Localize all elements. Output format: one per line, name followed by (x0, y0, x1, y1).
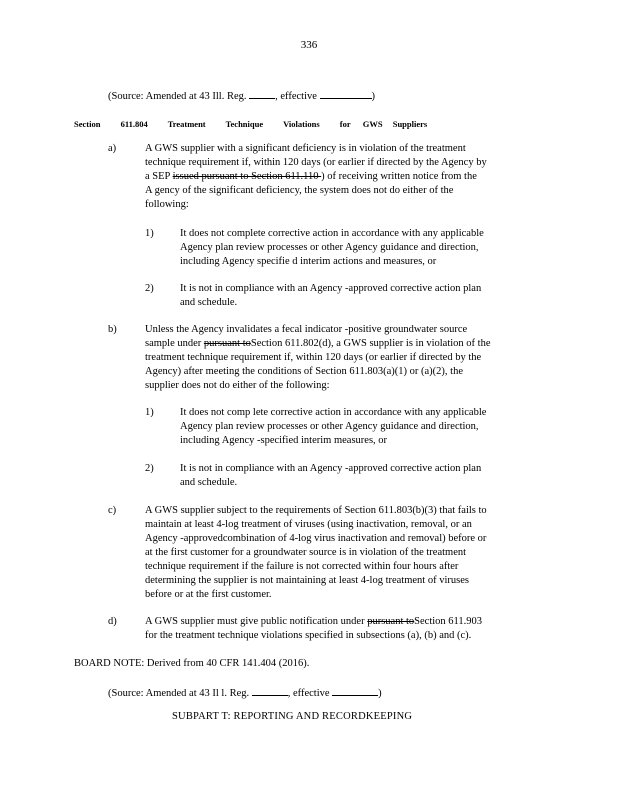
text-line: It does not complete corrective action in accordance with any applicable (180, 228, 484, 239)
text-segment: Section 611.802(d), a GWS supplier is in violation of the (250, 338, 491, 349)
subsection-label: d) (108, 616, 117, 627)
item-label: 1) (145, 228, 154, 239)
board-note: BOARD NOTE: Derived from 40 CFR 141.404 (2016). (74, 658, 310, 669)
text-line: following: (145, 199, 189, 210)
section-word: Section (74, 119, 101, 129)
text-line (145, 337, 490, 351)
blank-line (249, 88, 275, 99)
text-line: It is not in compliance with an Agency -approved corrective action plan (180, 283, 482, 294)
subsection-b-text (145, 323, 490, 393)
struck-text: pursuant to (203, 338, 251, 349)
text-line: including Agency -specified interim measures, or (180, 435, 388, 446)
text-line: at the first customer for a groundwater source is in violation of the treatment (145, 547, 467, 558)
heading-word: Violations (283, 119, 320, 129)
text-line: including Agency specifie d interim actions and measures, or (180, 256, 437, 267)
item-b2-text (180, 462, 481, 490)
text-line: determining the supplier is not maintaining at least 4-log treatment of viruses (145, 575, 469, 586)
text-line: A GWS supplier subject to the requirements of Section 611.803(b)(3) that fails to (145, 505, 487, 516)
text-line: It does not comp lete corrective action in accordance with any applicable (180, 407, 487, 418)
heading-word: Treatment (167, 119, 206, 129)
item-a2-text (180, 282, 481, 310)
item-a1-text (180, 227, 484, 269)
text-segment: Section 611.903 (414, 616, 483, 627)
source-suffix: ) (378, 688, 382, 699)
text-line: It is not in compliance with an Agency -approved corrective action plan (180, 463, 482, 474)
struck-text: issued pursuant to Section 611.110 (172, 171, 322, 182)
heading-word: Technique (225, 119, 264, 129)
text-line (145, 615, 482, 629)
struck-text: pursuant to (367, 616, 415, 627)
text-line: A GWS supplier with a significant deficiency is in violation of the treatment (145, 143, 466, 154)
subsection-d-text (145, 615, 482, 643)
text-line: technique requirement if the failure is not corrected within four hours after (145, 561, 459, 572)
section-heading (74, 117, 445, 131)
text-segment: A GWS supplier must give public notification under (145, 616, 368, 627)
text-line: technique requirement if, within 120 days (or earlier if directed by the Agency by (145, 157, 487, 168)
subsection-label: a) (108, 143, 117, 154)
page-number: 336 (300, 39, 318, 51)
subsection-c-text (145, 504, 487, 602)
source-note-top (108, 88, 375, 104)
blank-line (252, 685, 288, 696)
text-line: Agency plan review processes or other Agency guidance and direction, (180, 421, 479, 432)
text-line: before or at the first customer. (145, 589, 272, 600)
source-note-bottom (108, 685, 382, 701)
section-number: 611.804 (120, 119, 148, 129)
heading-word: GWS (362, 119, 383, 129)
text-line: for the treatment technique violations specified in subsections (a), (b) and (c). (145, 630, 472, 641)
text-line: Agency -approvedcombination of 4-log virus inactivation and removal) before or (145, 533, 487, 544)
text-segment: sample under (145, 338, 204, 349)
text-line: A gency of the significant deficiency, the system does not do either of the (145, 185, 454, 196)
text-line: treatment technique requirement if, within 120 days (or earlier if directed by the (145, 352, 482, 363)
source-suffix: ) (371, 91, 376, 102)
item-label: 2) (145, 463, 154, 474)
text-line (145, 170, 487, 184)
text-segment: ) of receiving written notice from the (321, 171, 477, 182)
item-label: 2) (145, 283, 154, 294)
item-label: 1) (145, 407, 154, 418)
subsection-label: b) (108, 324, 117, 335)
text-line: and schedule. (180, 477, 238, 488)
source-middle: , effective (275, 91, 317, 102)
subpart-heading: SUBPART T: REPORTING AND RECORDKEEPING (172, 711, 413, 722)
text-line: maintain at least 4-log treatment of viruses (using inactivation, removal, or an (145, 519, 472, 530)
heading-word: Suppliers (392, 119, 428, 129)
subsection-label: c) (108, 505, 117, 516)
text-line: Agency plan review processes or other Agency guidance and direction, (180, 242, 479, 253)
source-middle: , effective (287, 688, 330, 699)
text-line: Agency) after meeting the conditions of Section 611.803(a)(1) or (a)(2), the (145, 366, 463, 377)
heading-word: for (339, 119, 351, 129)
source-prefix: (Source: Amended at 43 Il l. Reg. (108, 688, 250, 699)
item-b1-text (180, 406, 486, 448)
blank-line (320, 88, 372, 99)
text-line: and schedule. (180, 297, 238, 308)
text-line: supplier does not do either of the following: (145, 380, 330, 391)
source-prefix: (Source: Amended at 43 Ill. Reg. (108, 91, 247, 102)
blank-line (332, 685, 378, 696)
text-segment: a SEP (145, 171, 173, 182)
subsection-a-text (145, 142, 487, 212)
text-line: Unless the Agency invalidates a fecal indicator -positive groundwater source (145, 324, 468, 335)
